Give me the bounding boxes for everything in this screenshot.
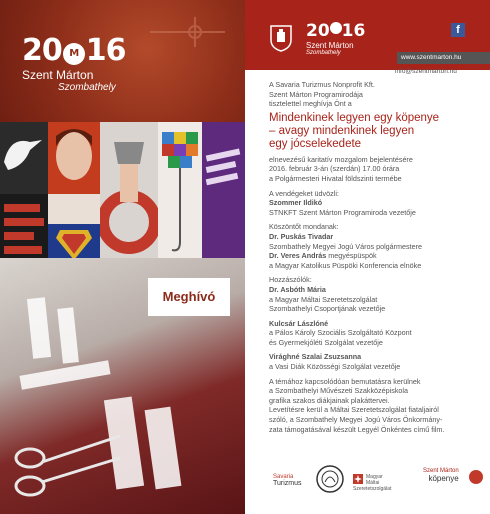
welcome-label: A vendégeket üdvözli: [269, 188, 339, 198]
closing-line: A témához kapcsolódóan bemutatásra kerülnek [269, 376, 421, 386]
savaria-logo-line: Turizmus [273, 480, 302, 487]
text-poster-icon [0, 194, 48, 267]
face-icon [48, 122, 100, 194]
intro-line: tisztelettel meghívja Önt a [269, 99, 352, 109]
title-line: Mindenkinek legyen egy köpenye [269, 111, 440, 124]
header-logo-year-left: 20 [306, 21, 330, 41]
speaker-name: Kulcsár Lászlóné [269, 318, 329, 328]
website-link[interactable]: www.szentmarton.hu [397, 52, 490, 64]
email-link[interactable]: info@szentmarton.hu [395, 68, 457, 75]
intro-line: A Savaria Turizmus Nonprofit Kft. [269, 80, 375, 89]
malta-logo-line: Szeretetszolgálat [353, 486, 392, 492]
poster-collage [0, 122, 245, 267]
invitation-label: Meghívó [148, 278, 230, 316]
speaker-role: Szombathelyi Csoportjának vezetője [269, 304, 386, 314]
facebook-icon[interactable]: f [451, 23, 465, 37]
greetings-label: Köszöntőt mondanak: [269, 222, 339, 232]
maltese-cross-icon [353, 474, 363, 484]
malta-logo [353, 474, 391, 492]
city-crest-icon [269, 24, 293, 52]
poster-lifebuoy-tile [100, 122, 158, 267]
speaker-role: a Magyar Máltai Szeretetszolgálat [269, 294, 378, 304]
logo-year-right: 16 [85, 33, 126, 68]
cross-decoration-icon [140, 12, 230, 52]
speaker-name: Dr. Asbóth Mária [269, 284, 326, 294]
right-header [245, 0, 490, 70]
event-line: elnevezésű karitatív mozgalom bejelentésére [269, 154, 413, 164]
right-panel [245, 0, 490, 514]
header-logo-city: Szent Márton [306, 41, 354, 50]
sm-logo-line: Szent Márton [423, 468, 459, 474]
header-logo-mark-icon [330, 22, 342, 34]
greeter-role: a Magyar Katolikus Püspöki Konferencia elnöke [269, 260, 422, 270]
event-logo [22, 33, 126, 93]
closing-line: a Szombathelyi Művészeti Szakközépiskola [269, 386, 409, 396]
left-header [0, 0, 245, 122]
header-event-logo [306, 22, 365, 56]
logo-year-left: 20 [22, 33, 62, 68]
lifebuoy-icon [100, 122, 158, 267]
purple-poster-icon [202, 122, 245, 267]
greeter-name: Dr. Puskás Tivadar [269, 231, 334, 241]
puzzle-umbrella-icon [158, 122, 202, 267]
school-seal-icon [315, 464, 345, 494]
logo-mark-icon: M [63, 43, 85, 65]
poster-superman-tile [48, 194, 100, 267]
welcome-role: STNKFT Szent Márton Programiroda vezetője [269, 207, 416, 217]
poster-dark-tile [0, 194, 48, 267]
poster-face-tile [48, 122, 100, 194]
header-logo-year-right: 16 [341, 21, 366, 41]
greeter-role-inline: megyéspüspök [326, 251, 377, 261]
greeter-role: Szombathely Megyei Jogú Város polgármestere [269, 241, 423, 251]
poster-purple-tile [202, 122, 245, 267]
intro-line: Szent Márton Programirodája [269, 89, 363, 99]
greeter-name: Dr. Veres András [269, 251, 327, 261]
speaker-role: és Gyermekjóléti Szolgálat vezetője [269, 337, 383, 347]
closing-line: szóló, a Szombathely Megyei Jogú Város Önkormány- [269, 415, 443, 425]
poster-puzzle-tile [158, 122, 202, 267]
event-line: 2016. február 3-án (szerdán) 17.00 órára [269, 164, 400, 174]
sm-mark-icon [469, 470, 483, 484]
header-logo-town: Szombathely [306, 50, 341, 56]
superman-shield-icon [48, 194, 100, 267]
speakers-label: Hozzászólók: [269, 275, 312, 285]
szent-marton-kopenye-logo [423, 468, 459, 483]
malta-logo-line: Magyar Máltai [366, 474, 383, 486]
title-line: – avagy mindenkinek legyen [269, 124, 415, 137]
greeter-line [269, 251, 483, 261]
event-title [269, 112, 483, 151]
poster-bird-tile [0, 122, 48, 194]
speaker-role: a Pálos Károly Szociális Szolgáltató Központ [269, 328, 412, 338]
title-line: egy jócselekedete [269, 137, 362, 150]
sponsor-logos [245, 460, 490, 514]
bird-icon [0, 122, 48, 194]
savaria-turizmus-logo [273, 474, 302, 487]
welcome-name: Szommer Ildikó [269, 198, 323, 208]
speaker-name: Virághné Szalai Zsuzsanna [269, 352, 362, 362]
closing-line: zata támogatásával készült Legyél Önkéntes című film. [269, 424, 445, 434]
speaker-role: a Vasi Diák Közösségi Szolgálat vezetője [269, 362, 401, 372]
logo-town: Szombathely [58, 82, 116, 93]
closing-line: grafika szakos diákjainak plakáttervei. [269, 395, 390, 405]
invitation-body [269, 80, 483, 434]
logo-city: Szent Márton [22, 68, 94, 82]
closing-line: Levetítésre kerül a Máltai Szeretetszolgálat fiataljairól [269, 405, 439, 415]
sm-logo-line: köpenye [428, 474, 459, 483]
event-line: a Polgármesteri Hivatal földszinti termébe [269, 173, 402, 183]
savaria-logo-line: Savaria [273, 474, 294, 480]
